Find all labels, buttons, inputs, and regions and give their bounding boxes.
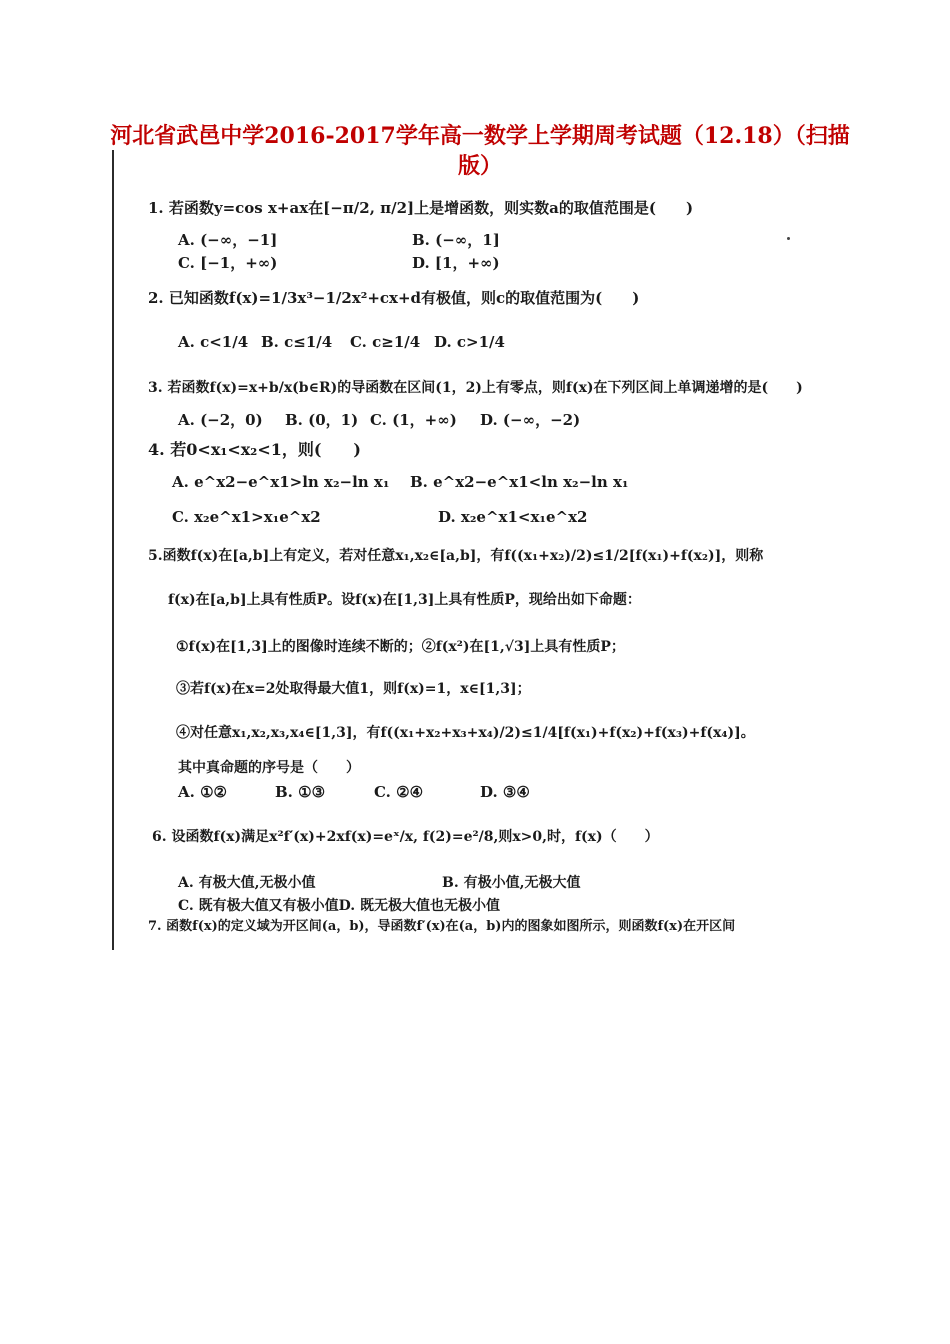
question-6-stem: 6. 设函数f(x)满足x²f′(x)+2xf(x)=eˣ/x, f(2)=e²/8,则x>0,时，f(x)（ ） [152, 829, 659, 845]
question-5-line-2: f(x)在[a,b]上具有性质P。设f(x)在[1,3]上具有性质P，现给出如下命题： [168, 592, 641, 608]
page-title: 河北省武邑中学2016-2017学年高一数学上学期周考试题（12.18）（扫描版） [110, 123, 850, 179]
question-4-option-a: A. e^x2−e^x1>ln x₂−ln x₁ [172, 473, 390, 491]
question-1-option-b: B. (−∞，1] [412, 231, 500, 249]
question-2-option-b: B. c≤1/4 [261, 333, 333, 351]
question-6-option-b: B. 有极小值,无极大值 [442, 875, 581, 891]
question-5-option-d: D. ③④ [480, 783, 530, 801]
question-5-line-6: 其中真命题的序号是（ ） [178, 760, 360, 776]
question-1-option-c: C. [−1，+∞) [178, 254, 278, 272]
scan-margin-line [112, 150, 114, 950]
question-5-option-a: A. ①② [178, 783, 227, 801]
question-1-option-a: A. (−∞，−1] [178, 231, 278, 249]
question-3-option-b: B. (0，1) [285, 411, 359, 429]
question-2-option-a: A. c<1/4 [178, 333, 249, 351]
question-1-option-d: D. [1，+∞) [412, 254, 500, 272]
question-3-option-d: D. (−∞，−2) [480, 411, 581, 429]
question-5-line-3: ①f(x)在[1,3]上的图像时连续不断的；②f(x²)在[1,√3]上具有性质P； [176, 639, 625, 655]
question-2-option-c: C. c≥1/4 [350, 333, 421, 351]
question-6-option-c: C. 既有极大值又有极小值D. 既无极大值也无极小值 [178, 898, 501, 914]
question-6-option-a: A. 有极大值,无极小值 [178, 875, 316, 891]
question-3-option-a: A. (−2，0) [178, 411, 263, 429]
question-3-option-c: C. (1，+∞) [370, 411, 457, 429]
question-4-option-d: D. x₂e^x1<x₁e^x2 [438, 508, 588, 526]
question-4-stem: 4. 若0<x₁<x₂<1，则( ) [148, 440, 361, 459]
question-4-option-c: C. x₂e^x1>x₁e^x2 [172, 508, 321, 526]
question-2-stem: 2. 已知函数f(x)=1/3x³−1/2x²+cx+d有极值，则c的取值范围为( ) [148, 289, 640, 307]
question-5-line-5: ④对任意x₁,x₂,x₃,x₄∈[1,3]，有f((x₁+x₂+x₃+x₄)/2)≤1/4[f(x₁)+f(x₂)+f(x₃)+f(x₄)]。 [176, 725, 755, 741]
question-3-stem: 3. 若函数f(x)=x+b/x(b∈R)的导函数在区间(1，2)上有零点，则f(x)在下列区间上单调递增的是( ) [148, 380, 803, 396]
question-7-stem: 7. 函数f(x)的定义域为开区间(a，b)，导函数f′(x)在(a，b)内的图象如图所示，则函数f(x)在开区间 [148, 919, 736, 934]
question-5-option-b: B. ①③ [275, 783, 326, 801]
scan-speck [787, 237, 790, 240]
question-5-option-c: C. ②④ [374, 783, 424, 801]
question-2-option-d: D. c>1/4 [434, 333, 505, 351]
question-5-line-4: ③若f(x)在x=2处取得最大值1，则f(x)=1，x∈[1,3]； [176, 681, 531, 697]
question-5-stem: 5.函数f(x)在[a,b]上有定义，若对任意x₁,x₂∈[a,b]，有f((x₁+x₂)/2)≤1/2[f(x₁)+f(x₂)]，则称 [148, 548, 764, 564]
question-1-stem: 1. 若函数y=cos x+ax在[−π/2, π/2]上是增函数，则实数a的取值范围是( ) [148, 199, 694, 217]
question-4-option-b: B. e^x2−e^x1<ln x₂−ln x₁ [410, 473, 629, 491]
